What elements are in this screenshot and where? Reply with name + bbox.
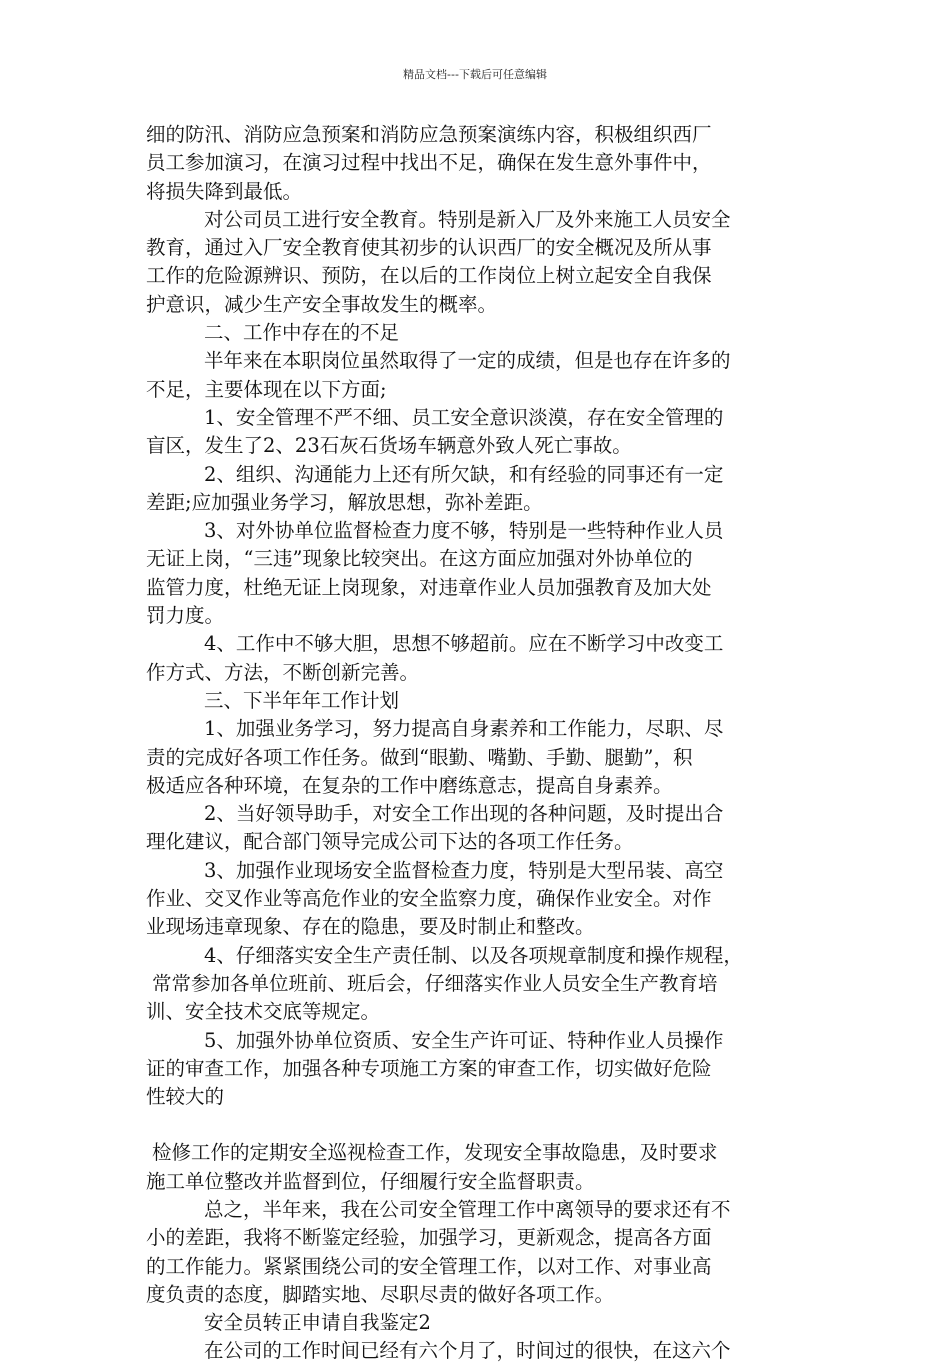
- text-line: 作方式、方法，不断创新完善。: [146, 660, 420, 684]
- section-heading: 三、下半年年工作计划: [204, 688, 400, 712]
- text-line: 教育，通过入厂安全教育使其初步的认识西厂的安全概况及所从事: [146, 236, 712, 260]
- text-line: 监管力度，杜绝无证上岗现象，对违章作业人员加强教育及加大处: [146, 575, 712, 599]
- text-line: 1、安全管理不严不细、员工安全意识淡漠，存在安全管理的: [204, 405, 724, 429]
- document-body: [146, 121, 812, 1366]
- text-line: 护意识，减少生产安全事故发生的概率。: [146, 292, 498, 316]
- text-line: 2、组织、沟通能力上还有所欠缺，和有经验的同事还有一定: [204, 462, 724, 486]
- text-line: 常常参加各单位班前、班后会，仔细落实作业人员安全生产教育培: [152, 971, 718, 995]
- text-line: 极适应各种环境，在复杂的工作中磨练意志，提高自身素养。: [146, 773, 673, 797]
- text-line: 检修工作的定期安全巡视检查工作，发现安全事故隐患，及时要求: [152, 1141, 718, 1165]
- text-line: 证的审查工作，加强各种专项施工方案的审查工作，切实做好危险: [146, 1056, 712, 1080]
- text-line: 2、当好领导助手，对安全工作出现的各种问题，及时提出合: [204, 802, 724, 826]
- section-heading: 二、工作中存在的不足: [204, 321, 400, 345]
- text-line: 3、加强作业现场安全监督检查力度，特别是大型吊装、高空: [204, 858, 724, 882]
- text-line: 员工参加演习，在演习过程中找出不足，确保在发生意外事件中，: [146, 151, 712, 175]
- text-line: 总之，半年来，我在公司安全管理工作中离领导的要求还有不: [204, 1197, 731, 1221]
- text-line: 盲区，发生了2、23石灰石货场车辆意外致人死亡事故。: [146, 434, 632, 458]
- section-heading: 安全员转正申请自我鉴定2: [204, 1311, 431, 1335]
- text-line: 度负责的态度，脚踏实地、尽职尽责的做好各项工作。: [146, 1282, 615, 1306]
- text-line: 3、对外协单位监督检查力度不够，特别是一些特种作业人员: [204, 519, 724, 543]
- text-line: 无证上岗，“三违”现象比较突出。在这方面应加强对外协单位的: [146, 547, 693, 571]
- text-line: 1、加强业务学习，努力提高自身素养和工作能力，尽职、尽: [204, 717, 724, 741]
- text-line: 细的防汛、消防应急预案和消防应急预案演练内容，积极组织西厂: [146, 123, 712, 146]
- text-line: 责的完成好各项工作任务。做到“眼勤、嘴勤、手勤、腿勤”，积: [146, 745, 693, 769]
- text-line: 工作的危险源辨识、预防，在以后的工作岗位上树立起安全自我保: [146, 264, 712, 288]
- text-line: 5、加强外协单位资质、安全生产许可证、特种作业人员操作: [204, 1028, 724, 1052]
- text-line: 罚力度。: [146, 604, 225, 628]
- text-line: 对公司员工进行安全教育。特别是新入厂及外来施工人员安全: [204, 207, 731, 231]
- text-line: 性较大的: [146, 1085, 225, 1109]
- text-line: 施工单位整改并监督到位，仔细履行安全监督职责。: [146, 1169, 595, 1193]
- text-line: 业现场违章现象、存在的隐患，要及时制止和整改。: [146, 915, 595, 939]
- text-line: 训、安全技术交底等规定。: [146, 1000, 381, 1024]
- text-line: 4、工作中不够大胆，思想不够超前。应在不断学习中改变工: [204, 632, 724, 656]
- text-line: 不足，主要体现在以下方面;: [146, 377, 387, 401]
- page-break-gap: [146, 1111, 812, 1139]
- text-line: 4、仔细落实安全生产责任制、以及各项规章制度和操作规程，: [204, 943, 743, 967]
- text-line: 将损失降到最低。: [146, 179, 303, 203]
- text-line: 作业、交叉作业等高危作业的安全监察力度，确保作业安全。对作: [146, 887, 712, 911]
- text-line: 半年来在本职岗位虽然取得了一定的成绩，但是也存在许多的: [204, 349, 731, 373]
- text-line: 差距;应加强业务学习，解放思想，弥补差距。: [146, 490, 543, 514]
- page-header: 精品文档---下载后可任意编辑: [403, 68, 547, 81]
- text-line: 小的差距，我将不断鉴定经验，加强学习，更新观念，提高各方面: [146, 1226, 712, 1250]
- text-line: 的工作能力。紧紧围绕公司的安全管理工作，以对工作、对事业高: [146, 1254, 712, 1278]
- text-line: 理化建议，配合部门领导完成公司下达的各项工作任务。: [146, 830, 634, 854]
- text-line: 在公司的工作时间已经有六个月了，时间过的很快，在这六个: [204, 1339, 731, 1363]
